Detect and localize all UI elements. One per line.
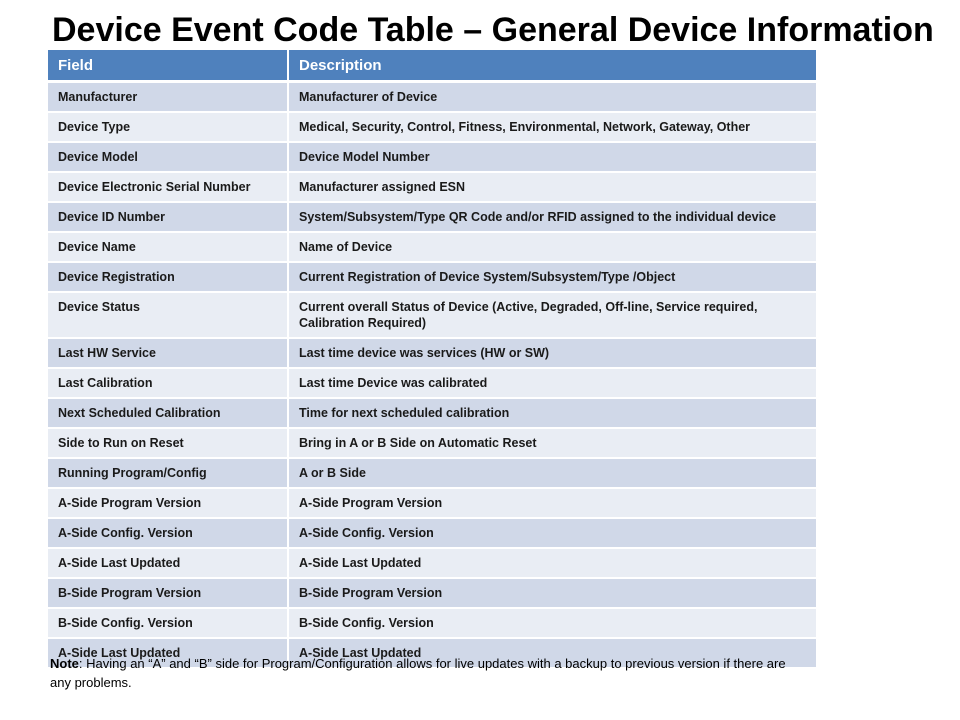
table-header-row: [48, 50, 816, 82]
field-cell: Last Calibration: [48, 368, 288, 398]
table-row: [48, 458, 816, 488]
table-row: [48, 488, 816, 518]
field-cell: A-Side Program Version: [48, 488, 288, 518]
table-row: [48, 608, 816, 638]
table-row: [48, 202, 816, 232]
description-cell: Last time Device was calibrated: [288, 368, 816, 398]
field-cell: A-Side Config. Version: [48, 518, 288, 548]
description-cell: A or B Side: [288, 458, 816, 488]
field-cell: Device Registration: [48, 262, 288, 292]
description-cell: Bring in A or B Side on Automatic Reset: [288, 428, 816, 458]
description-cell: Time for next scheduled calibration: [288, 398, 816, 428]
description-cell: Current Registration of Device System/Subsystem/Type /Object: [288, 262, 816, 292]
table-row: [48, 82, 816, 113]
description-cell: A-Side Config. Version: [288, 518, 816, 548]
field-cell: Manufacturer: [48, 82, 288, 113]
table-row: [48, 338, 816, 368]
field-cell: Device Status: [48, 292, 288, 338]
description-cell: B-Side Config. Version: [288, 608, 816, 638]
table-row: [48, 548, 816, 578]
note-label: Note: [50, 656, 79, 671]
field-cell: A-Side Last Updated: [48, 638, 288, 668]
field-cell: Device Type: [48, 112, 288, 142]
field-cell: Device ID Number: [48, 202, 288, 232]
field-cell: Device Electronic Serial Number: [48, 172, 288, 202]
table-row: [48, 172, 816, 202]
field-cell: B-Side Config. Version: [48, 608, 288, 638]
table-row: [48, 142, 816, 172]
page-title: Device Event Code Table – General Device Information: [52, 11, 934, 49]
table-row: [48, 578, 816, 608]
table-row: [48, 368, 816, 398]
description-cell: Name of Device: [288, 232, 816, 262]
field-cell: Side to Run on Reset: [48, 428, 288, 458]
description-cell: A-Side Last Updated: [288, 548, 816, 578]
footnote: [50, 654, 810, 692]
table-row: [48, 262, 816, 292]
description-cell: Manufacturer assigned ESN: [288, 172, 816, 202]
field-cell: Device Name: [48, 232, 288, 262]
table-row: [48, 428, 816, 458]
description-cell: Manufacturer of Device: [288, 82, 816, 113]
description-cell: System/Subsystem/Type QR Code and/or RFID assigned to the individual device: [288, 202, 816, 232]
table-row: [48, 398, 816, 428]
field-cell: B-Side Program Version: [48, 578, 288, 608]
description-cell: A-Side Program Version: [288, 488, 816, 518]
note-text: : Having an “A” and “B” side for Program/Configuration allows for live updates with a backup to previous version if there are any problems.: [50, 656, 786, 690]
table-row: [48, 112, 816, 142]
table-row: [48, 292, 816, 338]
field-cell: Next Scheduled Calibration: [48, 398, 288, 428]
field-cell: A-Side Last Updated: [48, 548, 288, 578]
description-column-header: Description: [288, 50, 816, 82]
description-cell: Medical, Security, Control, Fitness, Environmental, Network, Gateway, Other: [288, 112, 816, 142]
field-cell: Running Program/Config: [48, 458, 288, 488]
description-cell: Current overall Status of Device (Active, Degraded, Off-line, Service required, Calibration Required): [288, 292, 816, 338]
table-row: [48, 232, 816, 262]
description-cell: A-Side Last Updated: [288, 638, 816, 668]
description-cell: Last time device was services (HW or SW): [288, 338, 816, 368]
field-cell: Device Model: [48, 142, 288, 172]
table-row: [48, 518, 816, 548]
device-event-code-table: [48, 50, 816, 669]
field-column-header: Field: [48, 50, 288, 82]
description-cell: B-Side Program Version: [288, 578, 816, 608]
table-body: [48, 82, 816, 669]
description-cell: Device Model Number: [288, 142, 816, 172]
field-cell: Last HW Service: [48, 338, 288, 368]
